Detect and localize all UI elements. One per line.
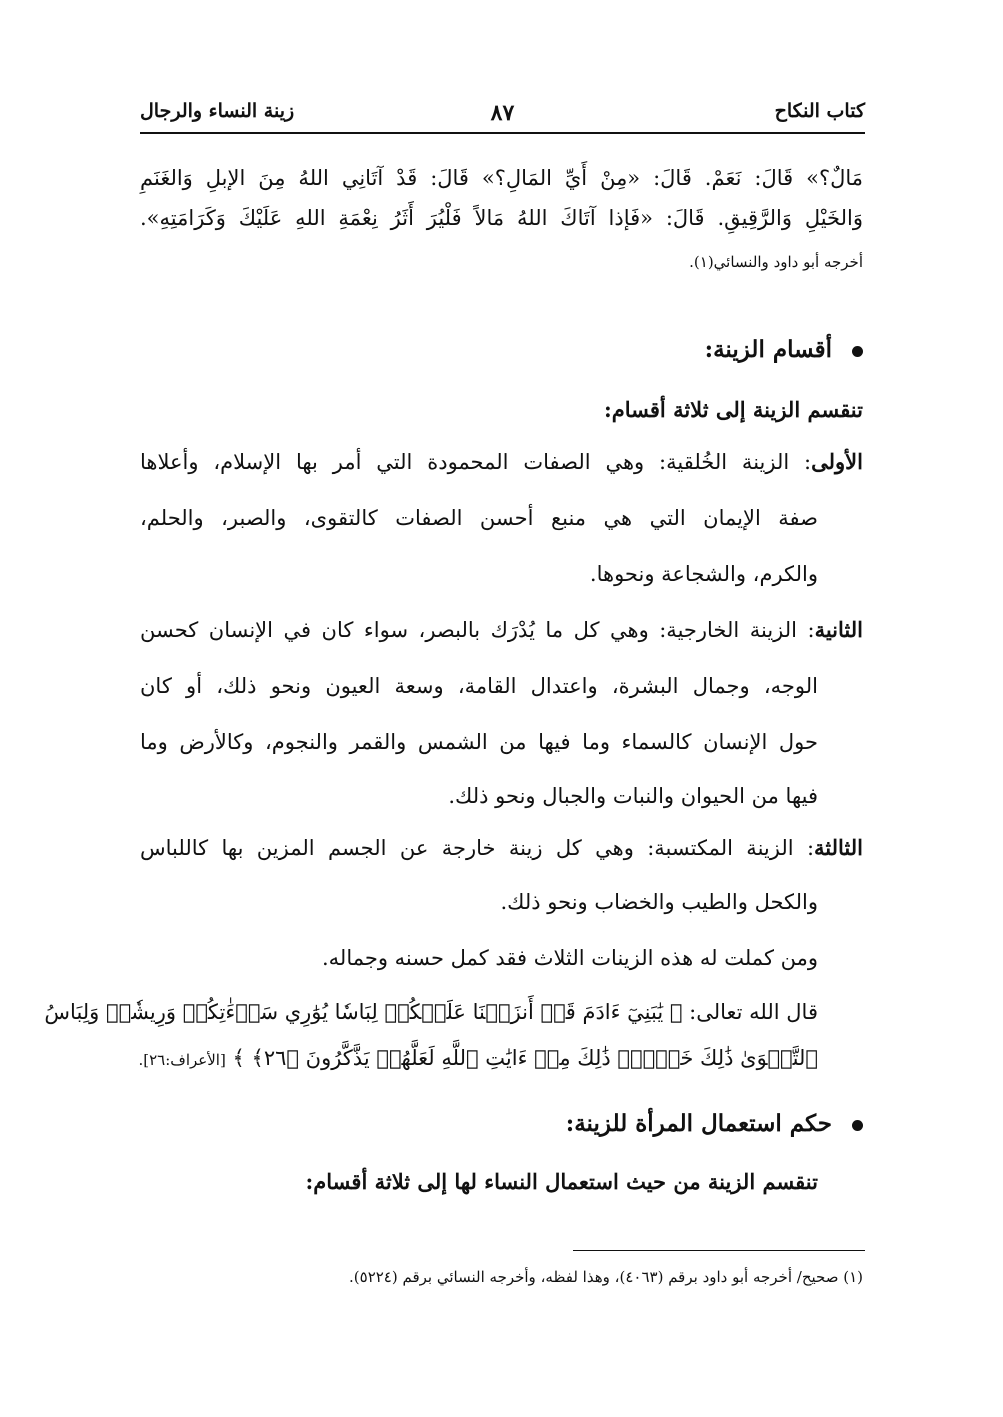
third-division-term: الثالثة — [814, 835, 863, 860]
hadith-line-2: وَالخَيْلِ وَالرَّقِيقِ. قَالَ: «فَإذا آتَاكَ اللهُ مَالاً فَلْيُرَ أَثَرُ نِعْمَةِ اللهِ عَلَيْكَ وَكَرَامَتِهِ». — [140, 206, 863, 230]
section-heading-text: أقسام الزينة: — [704, 336, 832, 363]
third-division-line-2: والكحل والطيب والخضاب ونحو ذلك. — [500, 890, 818, 914]
closing-statement: ومن كملت له هذه الزينات الثلاث فقد كمل حسنه وجماله. — [322, 946, 818, 970]
bullet-icon — [852, 1120, 863, 1131]
second-division-line-3: حول الإنسان كالسماء وما فيها من الشمس والقمر والنجوم، وكالأرض وما — [140, 730, 818, 754]
chapter-title: زينة النساء والرجال — [140, 100, 295, 122]
header-rule — [140, 132, 865, 134]
page-number: ٨٧ — [490, 100, 515, 126]
second-division-line-4: فيها من الحيوان والنبات والجبال ونحو ذلك. — [448, 784, 818, 808]
second-division-line-1: الثانية: الزينة الخارجية: وهي كل ما يُدْرَك بالبصر، سواء كان في الإنسان كحسن — [140, 617, 863, 642]
footnote-rule — [573, 1250, 865, 1251]
hadith-line-1: مَالٌ؟» قَالَ: نَعَمْ. قَالَ: «مِنْ أَيِّ المَالِ؟» قَالَ: قَدْ آتَانِي اللهُ مِنَ الإبلِ وَالغَنَمِ — [140, 166, 863, 190]
first-division-line-3: والكرم، والشجاعة ونحوها. — [589, 562, 818, 586]
running-header — [140, 100, 865, 130]
hadith-source: أخرجه أبو داود والنسائي(١). — [689, 253, 863, 271]
quran-reference: [الأعراف:٢٦]. — [138, 1051, 226, 1069]
third-division-line-1: الثالثة: الزينة المكتسبة: وهي كل زينة خارجة عن الجسم المزين بها كاللباس — [140, 835, 863, 860]
first-division-line-1: الأولى: الزينة الخُلقية: وهي الصفات المحمودة التي أمر بها الإسلام، وأعلاها — [140, 449, 863, 474]
section-heading-text: حكم استعمال المرأة للزينة: — [565, 1110, 832, 1137]
second-division-term: الثانية — [814, 617, 863, 642]
quran-verse-line-1: قال الله تعالى: ﴿ يَٰبَنِيٓ ءَادَمَ قَدۡ أَنزَلۡنَا عَلَيۡكُمۡ لِبَاسٗا يُوَٰرِي سَوۡءَٰتِكُمۡ وَرِيشٗاۖ وَلِبَاسُ — [44, 1000, 818, 1024]
divisions-intro: تنقسم الزينة إلى ثلاثة أقسام: — [604, 397, 863, 422]
section-heading-ruling — [566, 1104, 863, 1144]
quran-verse-line-2: ٱلتَّقۡوَىٰ ذَٰلِكَ خَيۡرٞۚ ذَٰلِكَ مِنۡ ءَايَٰتِ ٱللَّهِ لَعَلَّهُمۡ يَذَّكَّرُونَ ﴿٢٦﴾ ﴾ [الأعراف:٢٦]. — [138, 1046, 818, 1070]
footnote: (١) صحيح/ أخرجه أبو داود برقم (٤٠٦٣)، وهذا لفظه، وأخرجه النسائي برقم (٥٢٢٤). — [349, 1268, 863, 1286]
bullet-icon — [852, 346, 863, 357]
ruling-intro: تنقسم الزينة من حيث استعمال النساء لها إلى ثلاثة أقسام: — [305, 1169, 818, 1194]
first-division-line-2: صفة الإيمان التي هي منبع أحسن الصفات كالتقوى، والصبر، والحلم، — [140, 506, 818, 530]
section-heading-divisions — [705, 330, 863, 370]
first-division-term: الأولى — [811, 449, 863, 474]
book-title: كتاب النكاح — [774, 100, 865, 122]
second-division-line-2: الوجه، وجمال البشرة، واعتدال القامة، وسعة العيون ونحو ذلك، أو كان — [140, 674, 818, 698]
